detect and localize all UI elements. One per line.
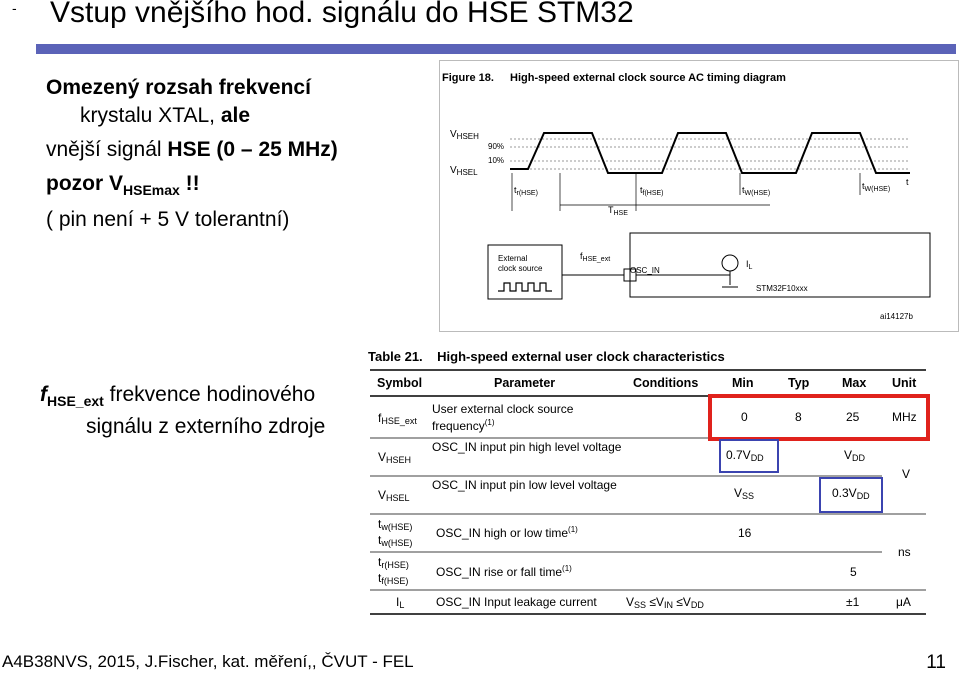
text-line-2: krystalu XTAL, ale (80, 104, 251, 127)
svg-text:tf(HSE): tf(HSE) (378, 571, 409, 586)
svg-text:clock source: clock source (498, 264, 543, 273)
svg-text:IL: $I_L$ (746, 259, 753, 271)
figure-caption-num: Figure 18. (442, 72, 494, 84)
svg-text:OSC_IN Input leakage current: OSC_IN Input leakage current (436, 595, 597, 609)
header-symbol: Symbol (377, 376, 423, 390)
figure-caption: High-speed external clock source AC timing diagram (510, 72, 786, 84)
svg-text:STM32F10xxx: STM32F10xxx (756, 284, 808, 293)
text-line-1: Omezený rozsah frekvencí (46, 76, 311, 99)
header-max: Max (842, 376, 867, 390)
svg-text:μA: μA (896, 595, 911, 609)
corner-mark: - (12, 0, 17, 16)
title-rule (36, 44, 956, 54)
svg-text:tW(HSE): $t_{W(HSE)}$ (862, 181, 891, 193)
text-line-4: pozor $V_{HSEmax}$ !! (46, 172, 200, 199)
svg-text:10%: 10% (488, 156, 505, 165)
svg-text:90%: 90% (488, 142, 505, 151)
table-caption: Table 21. High-speed external user clock characteristics (368, 349, 725, 364)
svg-text:5: 5 (850, 565, 857, 579)
text-line-3: vnější signál HSE (0 – 25 MHz) (46, 138, 338, 161)
table-row-vhseh: VHSEH OSC_IN input pin high level voltage 0.7VDD VDD V (378, 440, 911, 481)
fhse-line-1: $f_{HSE\_ext}$ frekvence hodinového (40, 383, 316, 410)
header-min: Min (732, 376, 754, 390)
svg-text:V: V (902, 467, 911, 481)
fhse-line-2: signálu z externího zdroje (86, 415, 326, 439)
svg-text:VDD: VDD (844, 448, 866, 463)
svg-text:fHSE_ext: fHSE_ext (378, 411, 417, 426)
table-row-fhse: fHSE_ext User external clock source frequency$^{(1)}$ 0 8 25 MHz (378, 402, 917, 433)
svg-text:VHSEL: $V_{HSEL}$ (450, 165, 478, 177)
fhse-text-block (40, 382, 325, 440)
page-number: 11 (926, 652, 946, 673)
svg-text:ns: ns (898, 545, 911, 559)
svg-text:VHSEH: VHSEH (378, 450, 412, 465)
footer-text: A4B38NVS, 2015, J.Fischer, kat. měření,, ČVUT - FEL (2, 652, 414, 671)
svg-text:OSC_IN rise or fall time(1): OSC_IN rise or fall time$^{(1)}$ (436, 564, 572, 579)
svg-text:tr(HSE): tr(HSE) (378, 555, 409, 570)
svg-text:tw(HSE): tw(HSE) (378, 517, 413, 532)
svg-text:ai14127b: ai14127b (880, 312, 913, 321)
text-line-5: ( pin není + 5 V tolerantní) (46, 208, 290, 232)
svg-text:tr(HSE): $t_{r(HSE)}$ (514, 185, 538, 197)
svg-text:16: 16 (738, 526, 752, 540)
svg-text:0.3VDD: 0.3VDD (832, 486, 870, 501)
svg-text:25: 25 (846, 410, 860, 424)
left-text-block (46, 74, 338, 234)
svg-text:OSC_IN high or low time(1): OSC_IN high or low time$^{(1)}$ (436, 525, 578, 540)
svg-text:External: External (498, 254, 528, 263)
svg-text:tw(HSE): tw(HSE) (378, 533, 413, 548)
svg-text:tW(HSE): $t_{W(HSE)}$ (742, 185, 771, 197)
svg-text:VSS: VSS (734, 486, 755, 501)
svg-text:THSE: $T_{HSE}$ (608, 205, 628, 217)
svg-text:tf(HSE): $t_{f(HSE)}$ (640, 185, 664, 197)
svg-text:VHSEL: VHSEL (378, 488, 410, 503)
header-typ: Typ (788, 376, 810, 390)
svg-text:±1: ±1 (846, 595, 860, 609)
svg-text:fHSE_ext: $f_{HSE\_ext}$ (580, 251, 611, 263)
svg-text:0: 0 (741, 410, 748, 424)
svg-text:IL: IL (396, 595, 405, 610)
svg-text:8: 8 (795, 410, 802, 424)
header-conditions: Conditions (633, 376, 699, 390)
header-parameter: Parameter (494, 376, 556, 390)
timing-diagram-figure (439, 60, 959, 332)
table-row-vhsel: VHSEL OSC_IN input pin low level voltage VSS 0.3VDD (378, 478, 870, 503)
svg-text:MHz: MHz (892, 410, 917, 424)
header-unit: Unit (892, 376, 917, 390)
svg-text:OSC_IN: OSC_IN (630, 266, 660, 275)
slide-title: Vstup vnějšího hod. signálu do HSE STM32 (50, 0, 634, 29)
svg-text:VSS ≤VIN ≤VDD: VSS ≤VIN ≤VDD (626, 595, 704, 610)
spec-table (366, 366, 940, 618)
svg-text:t: t (906, 177, 909, 187)
svg-text:VHSEH: $V_{HSEH}$ (450, 129, 479, 141)
svg-text:0.7VDD: 0.7VDD (726, 448, 764, 463)
